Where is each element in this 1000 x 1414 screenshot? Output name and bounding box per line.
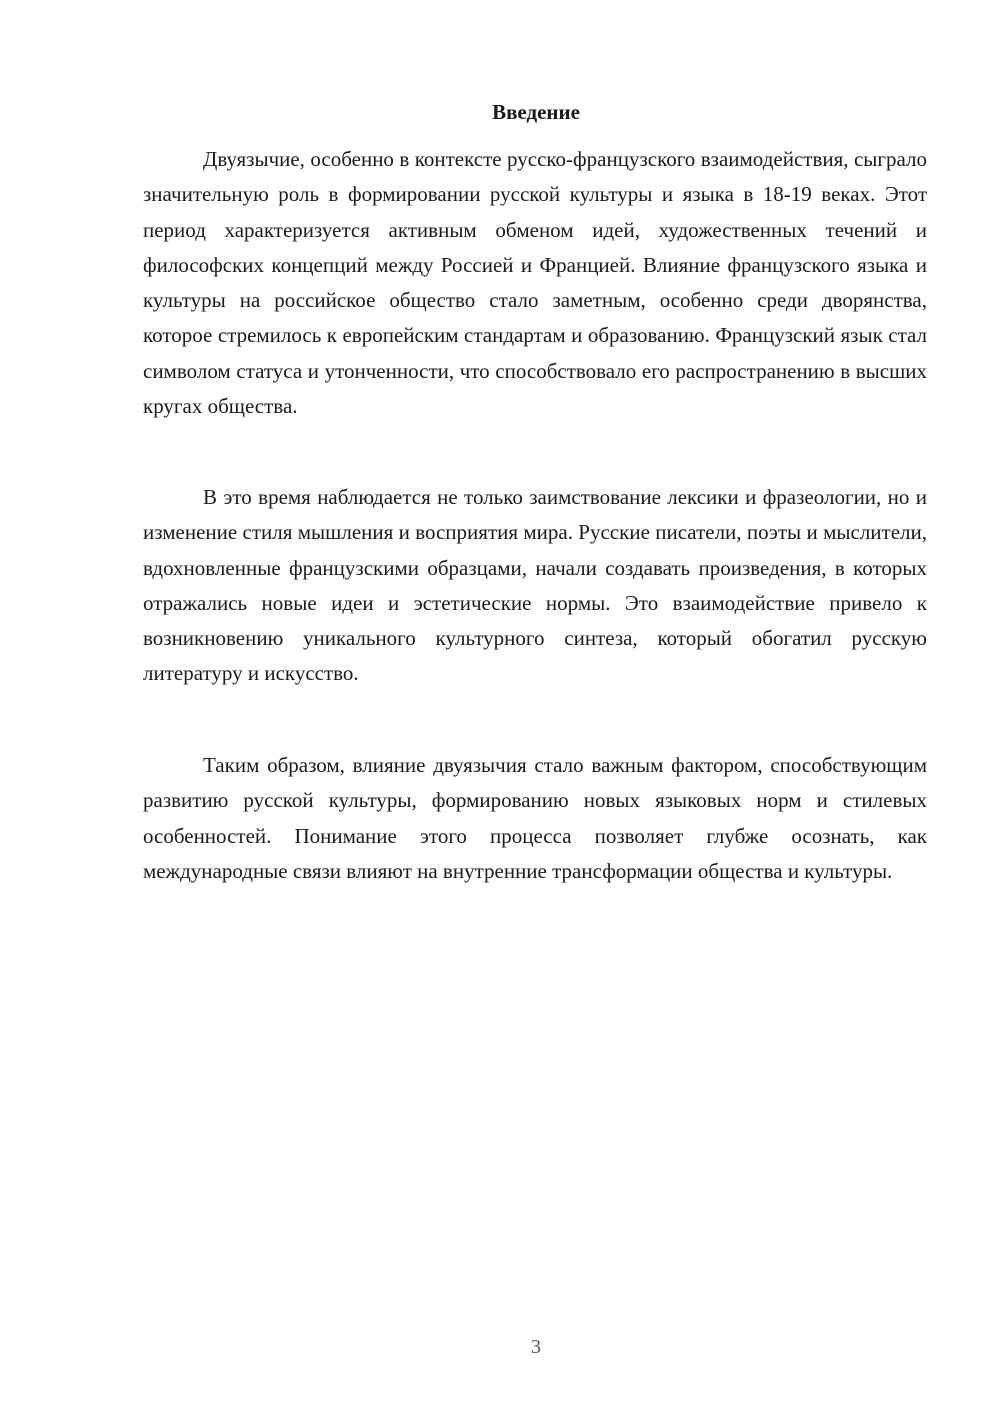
paragraph-3: Таким образом, влияние двуязычия стало важным фактором, способствующим развитию русской культуры, формированию новых языковых норм и стилевых особенностей. Понимание этого процесса позволяет глубже осознать, как международные связи влияют на внутренние трансформации общества и культуры. bbox=[143, 753, 927, 883]
page-number: 3 bbox=[531, 1336, 541, 1358]
page-title: Введение bbox=[492, 100, 580, 124]
paragraph-2: В это время наблюдается не только заимствование лексики и фразеологии, но и изменение стиля мышления и восприятия мира. Русские писатели, поэты и мыслители, вдохновленные французскими образцами, начали создавать произведения, в которых отражались новые идеи и эстетические нормы. Это взаимодействие привело к возникновению уникального культурного синтеза, который обогатил русскую литературу и искусство. bbox=[143, 485, 927, 686]
paragraph-1: Двуязычие, особенно в контексте русско-французского взаимодействия, сыграло значительную роль в формировании русской культуры и языка в 18-19 веках. Этот период характеризуется активным обменом идей, художественных течений и философских концепций между Россией и Францией. Влияние французского языка и культуры на российское общество стало заметным, особенно среди дворянства, которое стремилось к европейским стандартам и образованию. Французский язык стал символом статуса и утонченности, что способствовало его распространению в высших кругах общества. bbox=[143, 147, 927, 419]
